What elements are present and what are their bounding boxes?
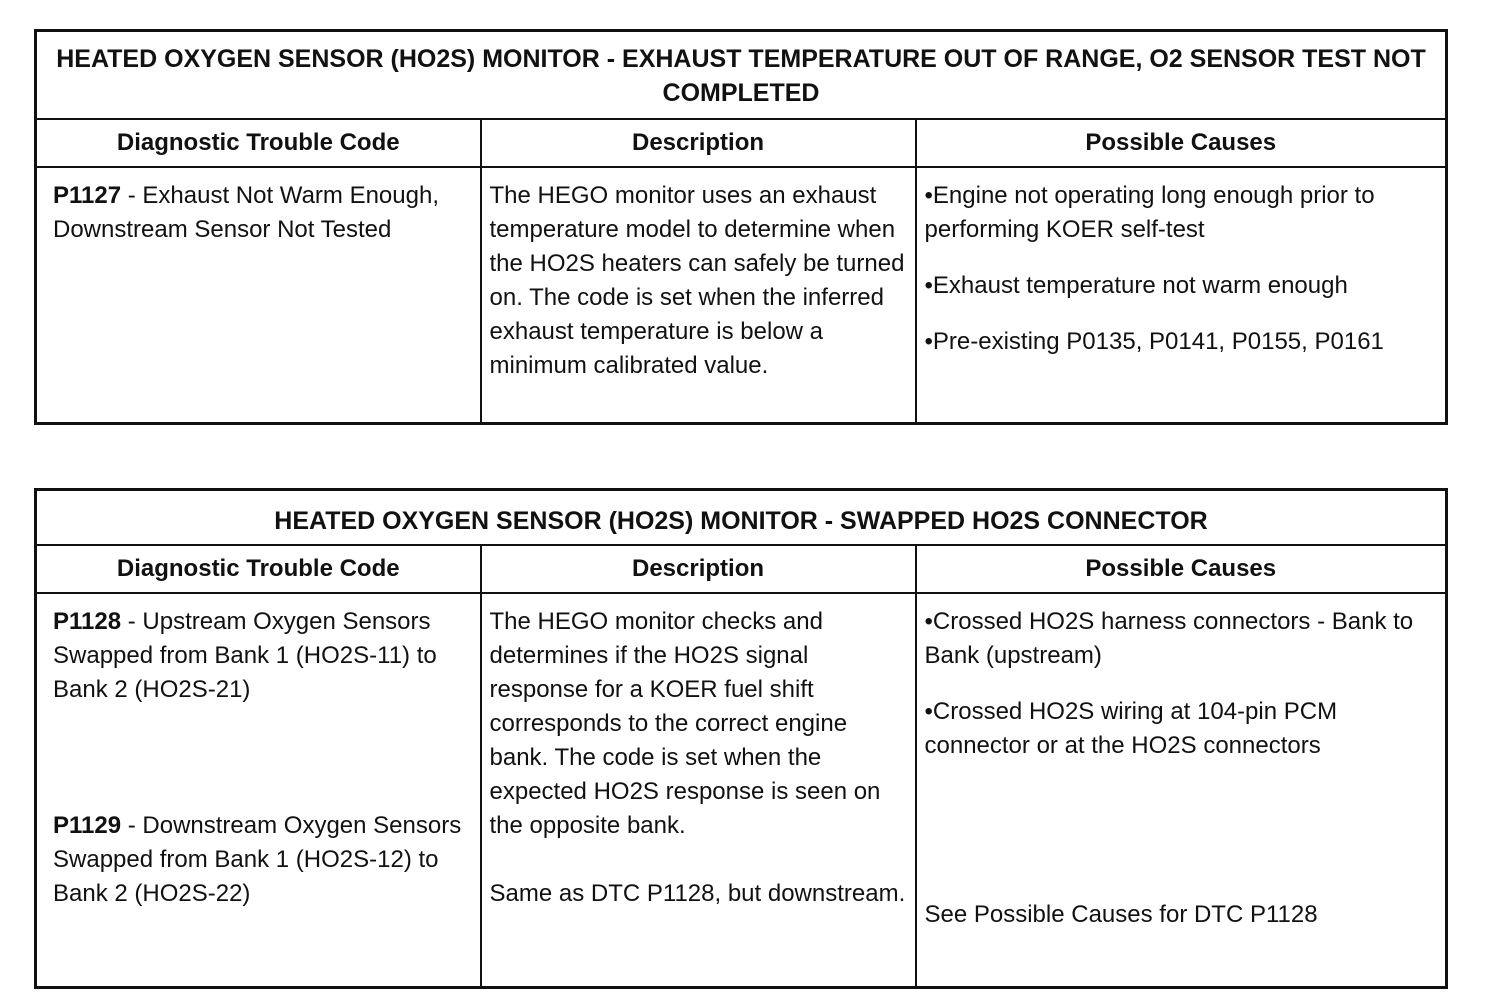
- column-header-dtc: Diagnostic Trouble Code: [36, 545, 481, 593]
- cause-item: • Pre-existing P0135, P0141, P0155, P0161: [925, 325, 1440, 359]
- table-title: HEATED OXYGEN SENSOR (HO2S) MONITOR - SWAPPED HO2S CONNECTOR: [36, 490, 1447, 546]
- dtc-title: - Exhaust Not Warm Enough, Downstream Sensor Not Tested: [53, 182, 439, 243]
- dtc-code: P1127: [53, 182, 122, 209]
- dtc-code: P1129: [53, 812, 122, 839]
- dtc-title: - Downstream Oxygen Sensors Swapped from Bank 1 (HO2S-12) to Bank 2 (HO2S-22): [53, 812, 462, 907]
- description-cell: [481, 593, 916, 987]
- cause-item: • Exhaust temperature not warm enough: [925, 269, 1440, 303]
- column-header-possible-causes: Possible Causes: [916, 545, 1447, 593]
- dtc-table-exhaust-temperature: [34, 29, 1448, 425]
- dtc-code: P1128: [53, 608, 122, 635]
- column-header-description: Description: [481, 545, 916, 593]
- cause-item: • Crossed HO2S harness connectors - Bank to Bank (upstream): [925, 605, 1440, 673]
- column-header-dtc: Diagnostic Trouble Code: [36, 119, 481, 167]
- dtc-cell: [36, 593, 481, 987]
- dtc-title: - Upstream Oxygen Sensors Swapped from Bank 1 (HO2S-11) to Bank 2 (HO2S-21): [53, 608, 437, 703]
- description-cell: The HEGO monitor uses an exhaust temperature model to determine when the HO2S heaters can safely be turned on. The code is set when the inferred exhaust temperature is below a minimum calibrated value.: [481, 167, 916, 423]
- table-row: [36, 167, 1447, 423]
- description-text: The HEGO monitor checks and determines if the HO2S signal response for a KOER fuel shift corresponds to the correct engine bank. The code is set when the expected HO2S response is seen on the opposite bank.: [489, 608, 881, 839]
- dtc-table-swapped-connector: [34, 488, 1448, 989]
- cause-item: • Engine not operating long enough prior to performing KOER self-test: [925, 179, 1440, 247]
- dtc-cell: [36, 167, 481, 423]
- column-header-description: Description: [481, 119, 916, 167]
- see-also-text: See Possible Causes for DTC P1128: [924, 901, 1318, 928]
- column-header-possible-causes: Possible Causes: [916, 119, 1447, 167]
- table-title: HEATED OXYGEN SENSOR (HO2S) MONITOR - EXHAUST TEMPERATURE OUT OF RANGE, O2 SENSOR TEST NOT COMPLETED: [36, 31, 1447, 120]
- dtc-entry: [53, 605, 474, 707]
- causes-cell: [916, 167, 1447, 423]
- dtc-entry: [53, 809, 474, 911]
- table-row: [36, 593, 1447, 987]
- cause-item: • Crossed HO2S wiring at 104-pin PCM connector or at the HO2S connectors: [925, 695, 1440, 763]
- description-text: Same as DTC P1128, but downstream.: [489, 880, 906, 907]
- causes-cell: [916, 593, 1447, 987]
